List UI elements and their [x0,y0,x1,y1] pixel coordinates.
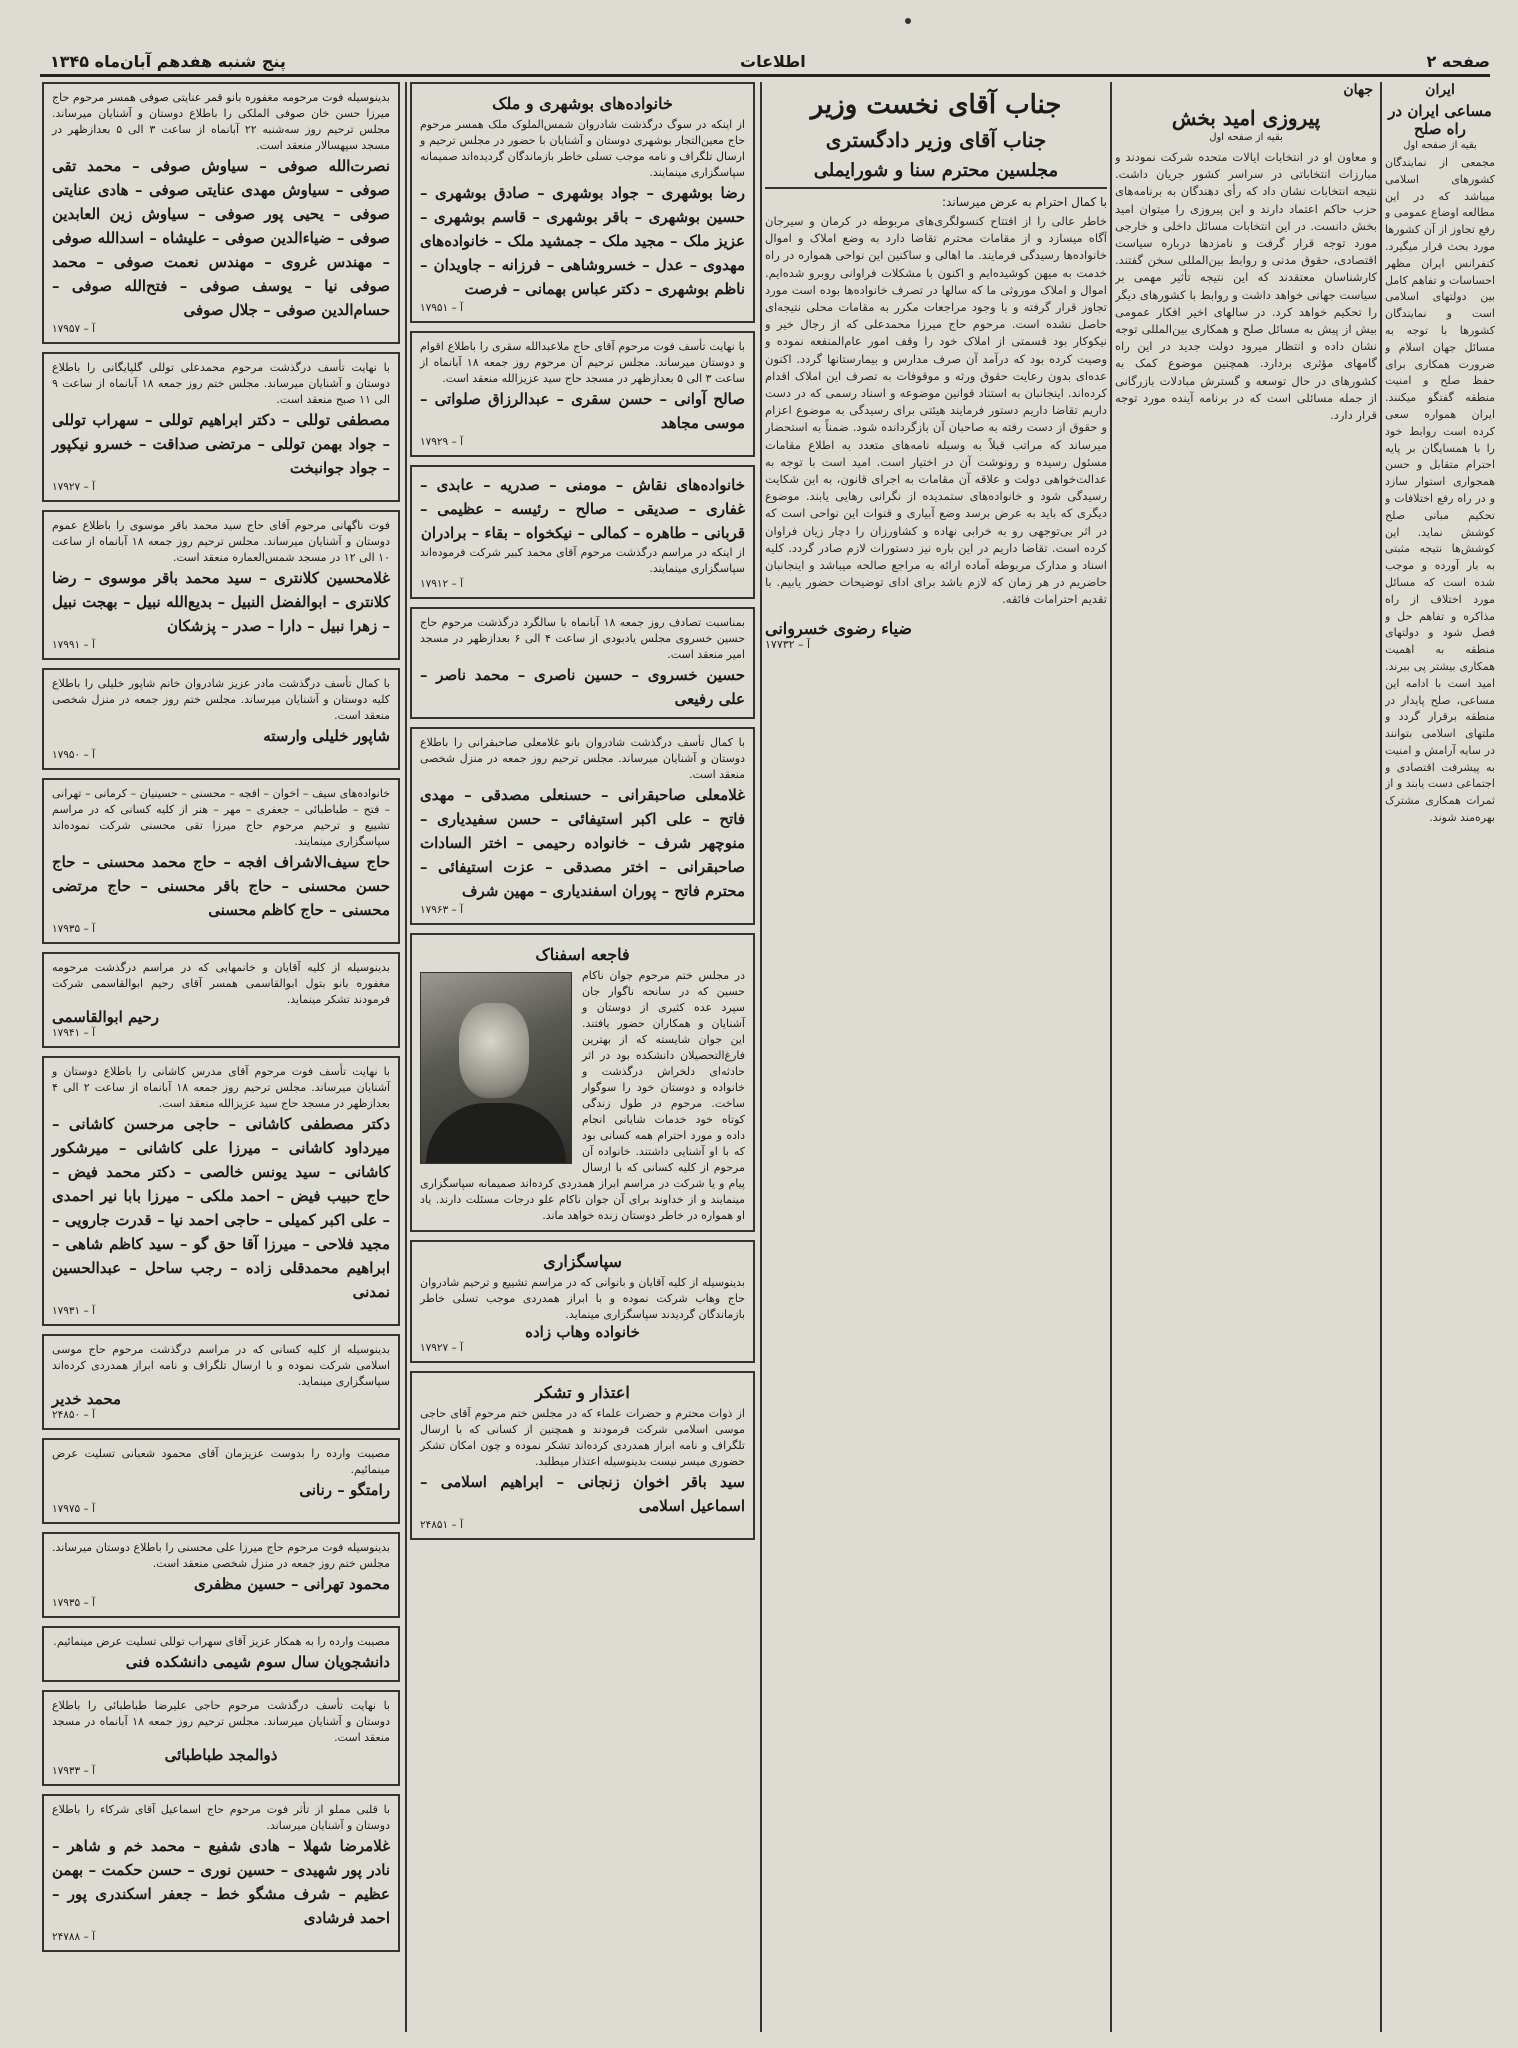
letter-title: جناب آقای نخست وزیر [810,90,1062,120]
notice-names: حاج سیف‌الاشراف افجه – حاج محمد محسنی – حاج حسن محسنی – حاج باقر محسنی – حاج مرتضی محسنی – حاج کاظم محسنی [52,853,390,919]
notice-signer: رحیم ابوالقاسمی [52,1008,159,1026]
notice-text: فوت ناگهانی مرحوم آقای حاج سید محمد باقر موسوی را باطلاع عموم دوستان و آشنایان میرساند. مجلس ترحیم روز جمعه ۱۸ آبانماه از ساعت ۱۰ الی ۱۲ در مسجد شمس‌العماره منعقد است. [52,519,390,564]
notice-ref: آ – ۱۷۹۳۵ [52,923,96,935]
notice-names: غلامرضا شهلا – هادی شفیع – محمد خم و شاهر – نادر پور شهیدی – حسین نوری – حسن حکمت – بهمن عظیم – شرف مشگو خط – جعفر اسکندری پور – احمد فرشادی [52,1837,390,1927]
notice-text: با کمال تأسف درگذشت مادر عزیز شادروان خانم شاپور خلیلی را باطلاع کلیه دوستان و آشنایان میرساند. مجلس ختم روز جمعه در منزل شخصی منعقد است. [52,677,390,722]
header-date: پنج شنبه هفدهم آبان‌ماه ۱۳۴۵ [50,52,286,71]
notice-names: دکتر مصطفی کاشانی – حاجی مرحسن کاشانی – میرداود کاشانی – میرزا علی کاشانی – میرشکور کاشانی – سید یونس خالصی – دکتر محمد فیض – حاج حبیب فیض – احمد ملکی – میرزا بابا نیر احمدی – علی اکبر کمیلی – حاجی احمد نیا – قدرت جارویی – مجید فلاحی – میرزا آقا حق گو – سید کاظم شاهی – ابراهیم محمدقلی زاده – رجب ساحل – عبدالحسین نمدنی [52,1115,390,1301]
column-main-letter [765,82,1107,651]
thanks-ref: آ – ۱۷۹۲۷ [420,1342,464,1354]
notice-names: شاپور خلیلی وارسته [263,727,390,745]
notice-box [42,668,400,770]
notice-names: نصرت‌الله صوفی – سیاوش صوفی – محمد تقی صوفی – سیاوش مهدی عنایتی صوفی – هادی عنایتی صوفی – یحیی پور صوفی – سیاوش زین العابدین صوفی – ضیاءالدین صوفی – علیشاه – اسدالله صوفی – مهندس غروی – مهندس نعمت صوفی – محمد صوفی نیا – یوسف صوفی – فتح‌الله صوفی – حسام‌الدین صوفی – جلال صوفی [52,157,390,319]
notice-names: رضا بوشهری – جواد بوشهری – صادق بوشهری – حسین بوشهری – باقر بوشهری – قاسم بوشهری – عزیز ملک – مجید ملک – جمشید ملک – خانواده‌های مهدوی – عدل – خسروشاهی – فرزانه – جاویدان – ناظم بوشهری – دکتر عباس بهمانی – فرصت [420,184,745,298]
notice-names: دانشجویان سال سوم شیمی دانشکده فنی [125,1653,390,1671]
header-page-label: صفحه ۲ [1426,52,1490,71]
notice-box [410,82,755,323]
notice-box [42,1532,400,1618]
notice-box [410,727,755,925]
portrait-shoulders [426,1103,566,1163]
notice-box [42,510,400,660]
column-rule [405,82,407,2032]
notice-ref: آ – ۱۷۹۶۳ [420,904,464,916]
thanks-text: بدینوسیله از کلیه آقایان و بانوانی که در مراسم تشییع و ترحیم شادروان حاج وهاب شرکت نموده و با ابراز همدردی موجب تسلی خاطر بازماندگان گردیدند سپاسگزاری مینماید. [420,1276,745,1321]
article-title-world: پیروزی امید بخش [1171,106,1321,130]
notice-ref: آ – ۱۷۹۵۱ [420,302,464,314]
notice-ref: آ – ۱۷۹۷۵ [52,1503,96,1515]
notice-ref: آ – ۱۷۹۹۱ [52,639,96,651]
notice-box [42,1334,400,1430]
notice-box [42,952,400,1048]
thanks-title: سپاسگزاری [543,1252,622,1271]
article-body-iran: مجمعی از نمایندگان کشورهای اسلامی میباشد که در این مطالعه اوضاع عمومی و رفع تجاوز از آن کشورها مورد بحث قرار میگیرد. کنفرانس ایران مظهر احساسات و تفاهم کامل بین دولتهای اسلامی است و نمایندگان کشورها با توجه به مسائل جهان اسلام و ضرورت همکاری برای حفظ صلح و امنیت منطقه گفتگو میکنند. ایران همواره سعی کرده است روابط خود را با همسایگان بر پایه احترام متقابل و حسن همجواری استوار سازد و در راه رفع اختلافات و تحکیم مبانی صلح کوشش نماید. این کوشش‌ها نتیجه مثبتی به بار آورده و موجب شده است که مسائل مورد اختلاف از راه مذاکره و تفاهم حل و فصل شود و دولتهای منطقه به اهمیت همکاری بیشتر پی ببرند. امید است با ادامه این مساعی، صلح پایدار در منطقه برقرار گردد و ملتهای اسلامی بتوانند در سایه آرامش و امنیت به پیشرفت اقتصادی و اجتماعی دست یابند و از ثمرات همکاری مشترک بهره‌مند شوند. [1385,156,1495,825]
letter-intro: با کمال احترام به عرض میرساند: [942,195,1107,209]
portrait-face [459,1003,529,1098]
notice-names: رامتگو – رنانی [299,1481,390,1499]
section-label-iran: ایران [1425,82,1455,98]
page-header [40,48,1490,77]
apology-title: اعتذار و تشکر [535,1383,630,1402]
letter-subtitle-2: مجلسین محترم سنا و شورایملی [765,160,1107,189]
notice-box [42,1690,400,1786]
notice-ref: آ – ۱۷۹۳۵ [52,1597,96,1609]
apology-text: از ذوات محترم و حضرات علماء که در مجلس ختم مرحوم آقای حاجی موسی اسلامی شرکت فرمودند و همچنین از کسانی که با ارسال تلگراف و نامه ابراز همدردی کرده‌اند تشکر نموده و چون امکان تشکر حضوری میسر نیست بدینوسیله اعتذار میطلبد. [420,1407,745,1468]
notice-text: خانواده‌های سیف – اخوان – افجه – محسنی – حسینیان – کرمانی – تهرانی – فتح – طباطبائی – جعفری – مهر – هنر از کلیه کسانی که در مراسم تشییع و ترحیم مرحوم حاج میرزا تقی محسنی شرکت نموده‌اند سپاسگزاری مینمایند. [52,787,390,848]
notice-ref: آ – ۲۴۷۸۸ [52,1931,96,1943]
notice-text: بدینوسیله از کلیه آقایان و خانمهایی که در مراسم درگذشت مرحومه مغفوره بانو بتول ابوالقاسمی همسر آقای رحیم ابوالقاسمی شرکت فرمودند تشکر مینماید. [52,961,390,1006]
letter-body: خاطر عالی را از افتتاح کنسولگری‌های مربوطه در کرمان و سیرجان آگاه میسازد و از مقامات محترم تقاضا دارد به وضع املاک و اموال خانواده‌ها رسیدگی فرمایند. ما اهالی و ساکنین این نواحی همواره در راه خدمت به میهن کوشیده‌ایم و اکنون با مشکلات فراوانی روبرو شده‌ایم. اموال و املاک موروثی ما که سالها در تصرف خانواده‌ها بوده است مورد تجاوز قرار گرفته و با وجود مراجعات مکرر به مقامات محلی نتیجه‌ای حاصل نشده است. مرحوم حاج میرزا محمدعلی که از رجال خیر و نیکوکار بود قسمتی از املاک خود را وقف امور عام‌المنفعه نموده و وصیت کرده بود که درآمد آن صرف مدارس و بیمارستانها گردد. اکنون عده‌ای بدون رعایت حقوق ورثه و موقوفات به تصرف این املاک اقدام کرده‌اند. اینجانبان به استناد قوانین موضوعه و اسناد رسمی که در دست داریم تقاضا داریم دستور فرمایند هیئتی برای رسیدگی به موضوع اعزام و حقوق از دست رفته به صاحبان آن بازگردانده شود. ضمناً به استحضار میرساند که مراتب قبلاً به وسیله نامه‌های متعدد به اطلاع مقامات مسئول رسیده و رونوشت آن در اختیار است. امید است با توجه به عدالت‌خواهی دولت و علاقه آن مقامات به اجرای قانون، به این شکایت رسیدگی شود و خانواده‌های ستمدیده از نگرانی رهایی یابند. موضوع دیگری که باید به عرض برسد وضع آبیاری و قنوات این نواحی است که در اثر بی‌توجهی رو به خرابی نهاده و کشاورزان را دچار زیان فراوان کرده است. تقاضا داریم در این باره نیز دستورات لازم صادر گردد. کلیه اسناد و مدارک مربوطه آماده ارائه به مراجع صالحه میباشد و اینجانبان حاضریم در هر زمان که لازم باشد برای ادای توضیحات حضور یابیم. با تقدیم احترامات فائقه. [765,214,1107,607]
notice-ref: آ – ۱۷۹۵۷ [52,323,96,335]
column-iran [1385,82,1495,827]
section-label-world: جهان [1343,82,1373,98]
notice-text: با کمال تأسف درگذشت شادروان بانو غلامعلی صاحبقرانی را باطلاع دوستان و آشنایان میرساند. مجلس ترحیم روز جمعه در منزل شخصی منعقد است. [420,736,745,781]
notice-names: محمود تهرانی – حسین مظفری [194,1575,390,1593]
notice-text: از اینکه در مراسم درگذشت مرحوم آقای محمد کبیر شرکت فرموده‌اند سپاسگزاری مینمایند. [420,546,745,575]
notice-names: مصطفی توللی – دکتر ابراهیم توللی – سهراب توللی – جواد بهمن توللی – مرتضی صداقت – خسرو نیکپور – جواد جوانبخت [52,411,390,477]
notice-text: بدینوسیله فوت مرحوم حاج میرزا علی محسنی را باطلاع دوستان میرساند. مجلس ختم روز جمعه در منزل شخصی منعقد است. [52,1541,390,1570]
notice-text: با نهایت تأسف فوت مرحوم آقای حاج ملاعبدالله سقری را باطلاع اقوام و دوستان میرساند. مجلس ترحیم آن مرحوم روز جمعه ۱۸ آبانماه از ساعت ۳ الی ۵ بعدازظهر در مسجد حاج سید عزیزالله منعقد است. [420,340,745,385]
tragedy-box [410,933,755,1232]
notice-text: بدینوسیله از کلیه کسانی که در مراسم درگذشت مرحوم حاج موسی اسلامی شرکت نموده و با ارسال تلگراف و نامه ابراز همدردی کرده‌اند سپاسگزاری مینماید. [52,1343,390,1388]
apology-names: سید باقر اخوان زنجانی – ابراهیم اسلامی – اسماعیل اسلامی [420,1473,745,1515]
column-rule [760,82,762,2032]
notice-ref: آ – ۱۷۹۵۰ [52,749,96,761]
letter-signer: ضیاء رضوی خسروانی [765,618,913,638]
notice-box [42,778,400,944]
notice-ref: آ – ۱۷۹۳۳ [52,1765,96,1777]
notice-text: با نهایت تأسف درگذشت مرحوم حاجی علیرضا طباطبائی را باطلاع دوستان و آشنایان میرساند. مجلس ترحیم روز جمعه ۱۸ آبانماه در مسجد منعقد است. [52,1699,390,1744]
notice-text: بمناسبت تصادف روز جمعه ۱۸ آبانماه با سالگرد درگذشت مرحوم حاج حسین خسروی مجلس یادبودی از ساعت ۴ الی ۶ بعدازظهر در مسجد امیر منعقد است. [420,616,745,661]
column-rule [1380,82,1382,2032]
notice-box [42,352,400,502]
article-byline-world: بقیه از صفحه اول [1209,132,1283,143]
notice-names: غلامعلی صاحبقرانی – حسنعلی مصدقی – مهدی فاتح – علی اکبر استیفائی – حسن سفیدیاری – منوچهر شرف – خانواده رحیمی – اختر السادات صاحبقرانی – اختر مصدقی – عزت استیفائی – محترم فاتح – پوران اسفندیاری – مهین شرف [420,786,745,900]
article-body-world: و معاون او در انتخابات ایالات متحده شرکت نمودند و مبارزات انتخاباتی در سراسر کشور جریان داشت. نتیجه انتخابات نشان داد که رأی دهندگان به برنامه‌های حزب حاکم اعتماد دارند و این پیروزی را میتوان امید بخش دانست. در این انتخابات مسائل داخلی و خارجی مورد توجه قرار گرفت و نامزدها درباره سیاست اقتصادی، حقوق مدنی و روابط بین‌المللی سخن گفتند. کارشناسان معتقدند که این نتیجه تأثیر مهمی بر سیاست جهانی خواهد داشت و روابط با کشورهای دیگر را تحکیم خواهد کرد. در سالهای اخیر افکار عمومی بیش از پیش به مسائل صلح و همکاری بین‌المللی توجه نشان داده و انتظار میرود دولت جدید در این راه گامهای مؤثری بردارد. همچنین موضوع کمک به کشورهای در حال توسعه و گسترش مبادلات بازرگانی از جمله مسائلی است که در برنامه آینده مورد توجه قرار دارد. [1115,150,1377,423]
notice-box [410,331,755,457]
notice-signer: ذوالمجد طباطبائی [164,1746,278,1764]
notice-text: از اینکه در سوگ درگذشت شادروان شمس‌الملوک ملک همسر مرحوم حاج معین‌التجار بوشهری دوستان و آشنایان با حضور در مجلس ترحیم و ارسال تلگراف و نامه موجب تسلی خاطر بازماندگان گردیده‌اند صمیمانه سپاسگزاری مینمایند. [420,118,745,179]
notice-signer: محمد خدیر [52,1390,122,1408]
thanks-box [410,1240,755,1363]
notice-text: مصیبت وارده را به همکار عزیز آقای سهراب توللی تسلیت عرض مینمائیم. [53,1635,390,1648]
page-dot [905,18,911,24]
notice-ref: آ – ۱۷۹۲۹ [420,436,464,448]
notice-box [42,1056,400,1326]
notice-ref: آ – ۱۷۹۱۲ [420,578,464,590]
notice-box [410,607,755,719]
notice-text: بدینوسیله فوت مرحومه مغفوره بانو قمر عنایتی صوفی همسر مرحوم حاج میرزا حسن خان صوفی الملکی را باطلاع دوستان و آشنایان میرساند. مجلس ترحیم روز سه‌شنبه ۲۲ آبانماه از ساعت ۳ الی ۵ بعدازظهر در مسجد سپهسالار منعقد است. [52,91,391,152]
portrait-photo [420,972,572,1164]
notice-text: با نهایت تأسف درگذشت مرحوم محمدعلی توللی گلپایگانی را باطلاع دوستان و آشنایان میرساند. مجلس ختم روز جمعه ۱۸ آبانماه از ساعت ۹ الی ۱۱ صبح منعقد است. [52,361,391,406]
letter-ref: آ – ۱۷۷۳۲ [765,637,811,651]
notice-ref: آ – ۱۷۹۴۱ [52,1027,96,1039]
notice-names: غلامحسین کلانتری – سید محمد باقر موسوی – رضا کلانتری – ابوالفضل النبیل – بدیع‌الله نبیل – بهجت نبیل – زهرا نبیل – دارا – صدر – پزشکان [52,569,390,635]
apology-ref: آ – ۲۴۸۵۱ [420,1519,464,1531]
notice-ref: آ – ۲۴۸۵۰ [52,1409,96,1421]
notice-title: خانواده‌های بوشهری و ملک [492,94,673,113]
article-byline-iran: بقیه از صفحه اول [1403,140,1477,151]
tragedy-text: در مجلس ختم مرحوم جوان ناکام حسین که در سانحه ناگوار جان سپرد عده کثیری از دوستان و آشنایان و همکاران حضور یافتند. این جوان شایسته که از بهترین فارغ‌التحصیلان دانشکده بود در اثر حادثه‌ای دلخراش درگذشت و خانواده و دوستان خود را سوگوار ساخت. مرحوم در طول زندگی کوتاه خود خدمات شایانی انجام داده و مورد احترام همه کسانی بود که با او آشنایی داشتند. خانواده آن مرحوم از کلیه کسانی که با ارسال پیام و یا شرکت در مراسم ابراز همدردی کرده‌اند صمیمانه سپاسگزاری مینمایند و از خداوند برای آن جوان ناکام علو درجات مسئلت دارند. یاد او همواره در خاطر دوستان زنده خواهد ماند. [420,969,745,1222]
column-left-notices [42,82,400,1960]
notice-box [42,1794,400,1952]
column-middle-notices [410,82,755,1548]
notice-ref: آ – ۱۷۹۲۷ [52,481,96,493]
notice-text: با نهایت تأسف فوت مرحوم آقای مدرس کاشانی را باطلاع دوستان و آشنایان میرساند. مجلس ترحیم روز جمعه ۱۸ آبانماه از ساعت ۲ الی ۴ بعدازظهر در مسجد حاج سید عزیزالله منعقد است. [52,1065,391,1110]
notice-text: مصیبت وارده را بدوست عزیزمان آقای محمود شعبانی تسلیت عرض مینمائیم. [52,1447,390,1476]
notice-names: خانواده‌های نقاش – مومنی – صدریه – عابدی – غفاری – صدیقی – صالح – رئیسه – عظیمی – قربانی – طاهره – کمالی – نیکخواه – بقاء – برادران [420,476,745,542]
thanks-signer: خانواده وهاب زاده [525,1323,640,1341]
notice-names: صالح آوانی – حسن سقری – عبدالرزاق صلواتی – موسی مجاهد [420,390,745,432]
notice-box [42,1438,400,1524]
column-rule [1110,82,1112,2032]
notice-ref: آ – ۱۷۹۳۱ [52,1305,96,1317]
letter-subtitle: جناب آقای وزیر دادگستری [825,128,1047,152]
tragedy-title: فاجعه اسفناک [535,945,630,964]
notice-box [410,465,755,599]
article-title-iran: مساعی ایران در راه صلح [1388,102,1492,138]
header-paper-name: اطلاعات [740,52,806,71]
apology-box [410,1371,755,1540]
notice-box [42,1626,400,1682]
notice-text: با قلبی مملو از تأثر فوت مرحوم حاج اسماعیل آقای شرکاء را باطلاع دوستان و آشنایان میرساند. [52,1803,390,1832]
column-world [1115,82,1377,424]
notice-names: حسین خسروی – حسین ناصری – محمد ناصر – علی رفیعی [420,666,745,708]
notice-box [42,82,400,344]
